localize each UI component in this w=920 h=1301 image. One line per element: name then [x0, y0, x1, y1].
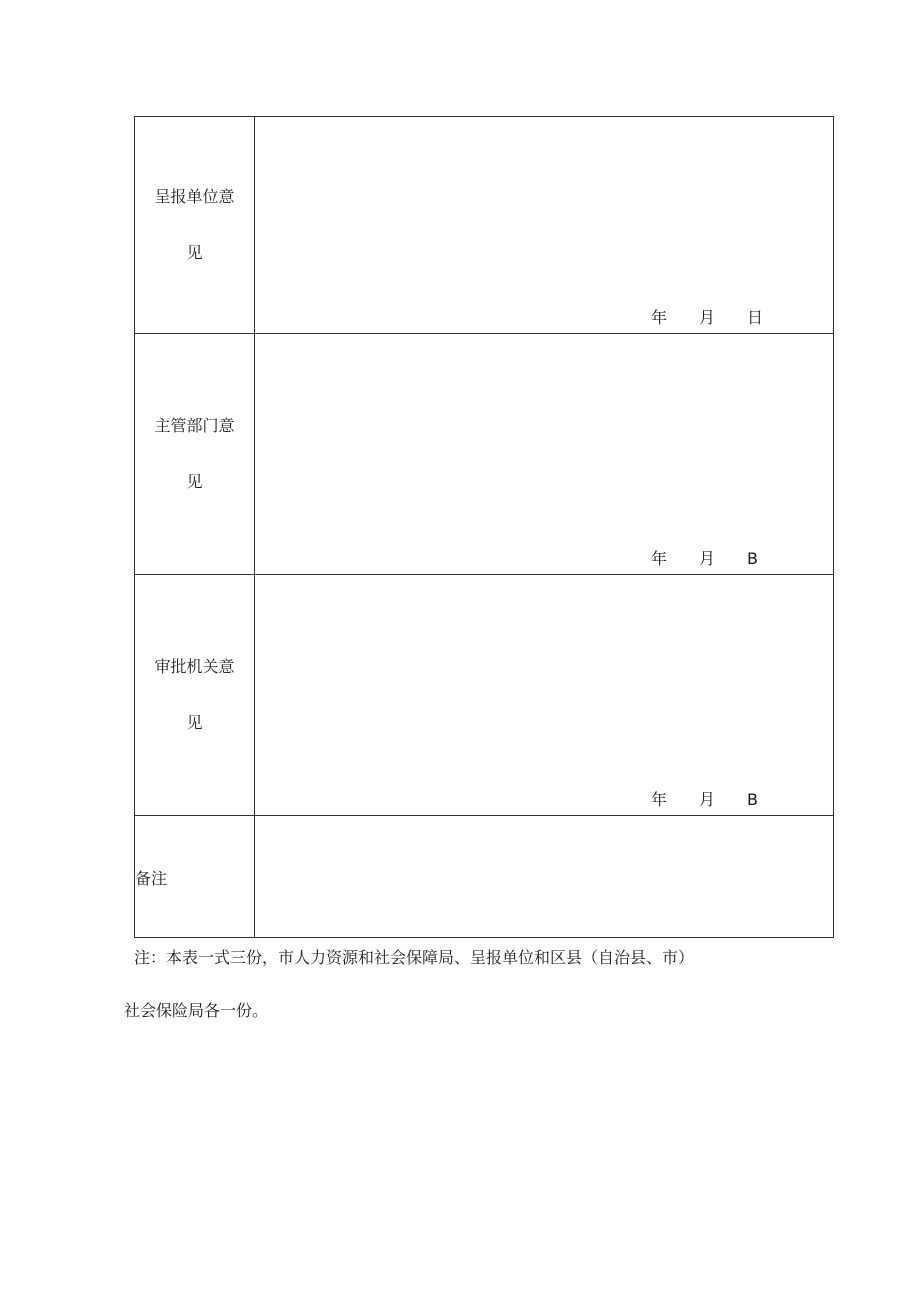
form-row-reporting-unit: [135, 117, 834, 334]
footnote-line-2: 社会保险局各一份。: [124, 1001, 269, 1020]
row-label-approval-authority: 审批机关意见: [154, 657, 235, 732]
date-month-label: 月: [699, 549, 716, 568]
label-cell: [135, 334, 255, 575]
date-day-label: B: [747, 549, 758, 568]
remarks-field[interactable]: [255, 816, 834, 938]
date-line: [651, 307, 777, 329]
approval-form-table: [134, 116, 834, 938]
opinion-field-reporting-unit[interactable]: [255, 117, 834, 334]
label-cell: [135, 575, 255, 816]
form-row-remarks: [135, 816, 834, 938]
date-year-label: 年: [651, 308, 668, 327]
date-year-label: 年: [651, 549, 668, 568]
row-label-remarks: 备注: [135, 869, 168, 888]
date-line: [651, 789, 777, 811]
form-row-approval-authority: [135, 575, 834, 816]
date-day-label: B: [747, 790, 758, 809]
date-line: [651, 548, 777, 570]
label-cell: [135, 117, 255, 334]
label-cell: [135, 816, 255, 938]
date-month-label: 月: [699, 308, 716, 327]
date-year-label: 年: [651, 790, 668, 809]
row-label-supervising-dept: 主管部门意见: [154, 416, 235, 491]
footnote-line-1: 注：本表一式三份，市人力资源和社会保障局、呈报单位和区县（自治县、市）: [134, 948, 695, 967]
opinion-field-supervising-dept[interactable]: [255, 334, 834, 575]
opinion-field-approval-authority[interactable]: [255, 575, 834, 816]
date-day-label: 日: [747, 308, 764, 327]
row-label-reporting-unit: 呈报单位意见: [154, 187, 235, 262]
form-row-supervising-dept: [135, 334, 834, 575]
date-month-label: 月: [699, 790, 716, 809]
